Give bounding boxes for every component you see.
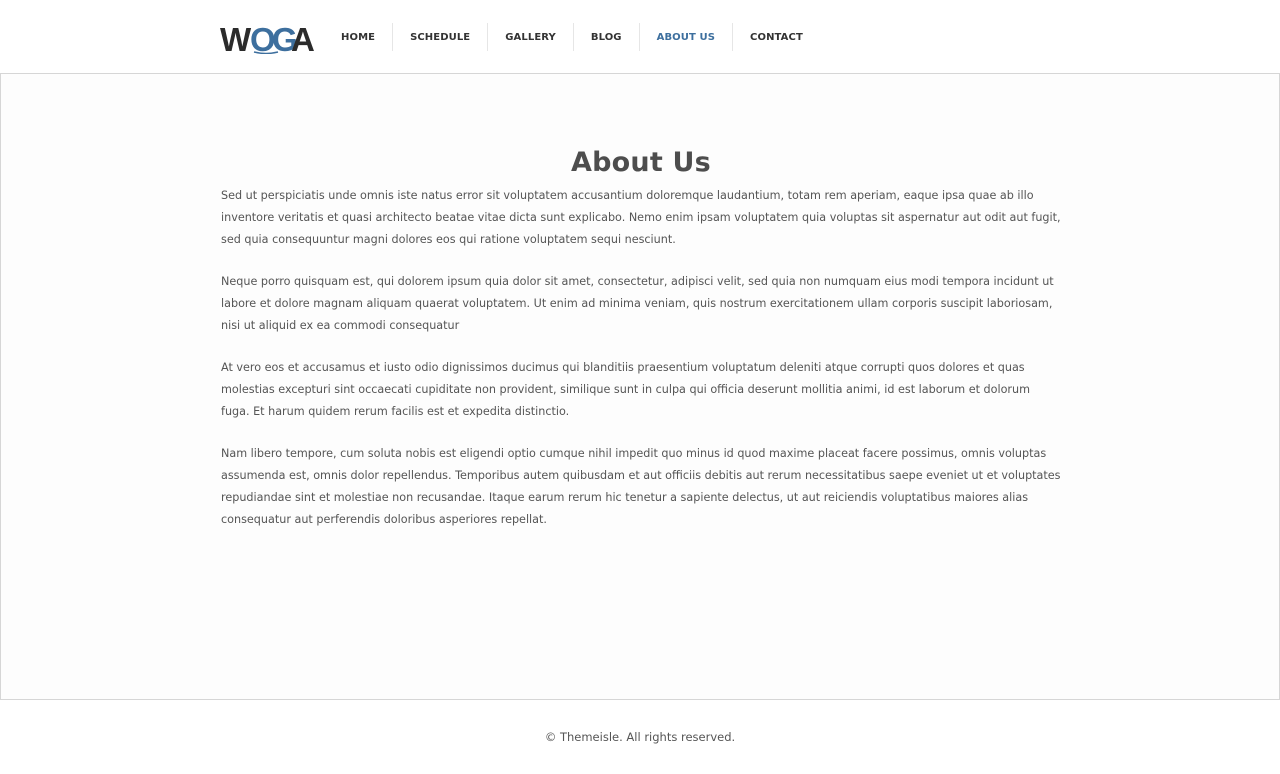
site-header	[0, 0, 1280, 73]
nav-contact[interactable]: CONTACT	[732, 23, 820, 51]
woga-logo-icon	[220, 22, 314, 54]
svg-text:W: W	[220, 22, 249, 54]
content-inner	[221, 74, 1061, 531]
nav-about-us[interactable]: ABOUT US	[639, 23, 732, 51]
paragraph: Neque porro quisquam est, qui dolorem ipsum quia dolor sit amet, consectetur, adipisci velit, sed quia non numquam eius modi tempora incidunt ut labore et dolore magnam aliquam quaerat voluptatem. Ut enim ad minima veniam, quis nostrum exercitationem ullam corporis suscipit laboriosam, nisi ut aliquid ex ea commodi consequatur	[221, 275, 1054, 332]
site-footer	[0, 700, 1280, 774]
nav-home[interactable]: HOME	[341, 31, 376, 43]
svg-text:A: A	[291, 22, 313, 54]
paragraph: Nam libero tempore, cum soluta nobis est eligendi optio cumque nihil impedit quo minus id quod maxime placeat facere possimus, omnis voluptas assumenda est, omnis dolor repellendus. Temporibus autem quibusdam et aut officiis debitis aut rerum necessitatibus saepe eveniet ut et voluptates repudiandae sint et molestiae non recusandae. Itaque earum rerum hic tenetur a sapiente delectus, ut aut reiciendis voluptatibus maiores alias consequatur aut perferendis doloribus asperiores repellat.	[221, 447, 1061, 526]
about-text	[221, 185, 1061, 531]
main-nav	[324, 22, 820, 52]
copyright-text: © Themeisle. All rights reserved.	[544, 730, 736, 744]
nav-blog[interactable]: BLOG	[573, 23, 639, 51]
nav-schedule[interactable]: SCHEDULE	[392, 23, 487, 51]
nav-gallery[interactable]: GALLERY	[487, 23, 573, 51]
svg-text:O: O	[250, 22, 274, 54]
site-logo[interactable]	[220, 22, 314, 54]
svg-text:G: G	[272, 22, 296, 54]
page-title: About Us	[571, 147, 711, 178]
content-area	[0, 73, 1280, 700]
paragraph: At vero eos et accusamus et iusto odio dignissimos ducimus qui blanditiis praesentium voluptatum deleniti atque corrupti quos dolores et quas molestias excepturi sint occaecati cupiditate non provident, similique sunt in culpa qui officia deserunt mollitia animi, id est laborum et dolorum fuga. Et harum quidem rerum facilis est et expedita distinctio.	[221, 361, 1031, 418]
paragraph: Sed ut perspiciatis unde omnis iste natus error sit voluptatem accusantium doloremque laudantium, totam rem aperiam, eaque ipsa quae ab illo inventore veritatis et quasi architecto beatae vitae dicta sunt explicabo. Nemo enim ipsam voluptatem quia voluptas sit aspernatur aut odit aut fugit, sed quia consequuntur magni dolores eos qui ratione voluptatem sequi nesciunt.	[221, 189, 1061, 246]
